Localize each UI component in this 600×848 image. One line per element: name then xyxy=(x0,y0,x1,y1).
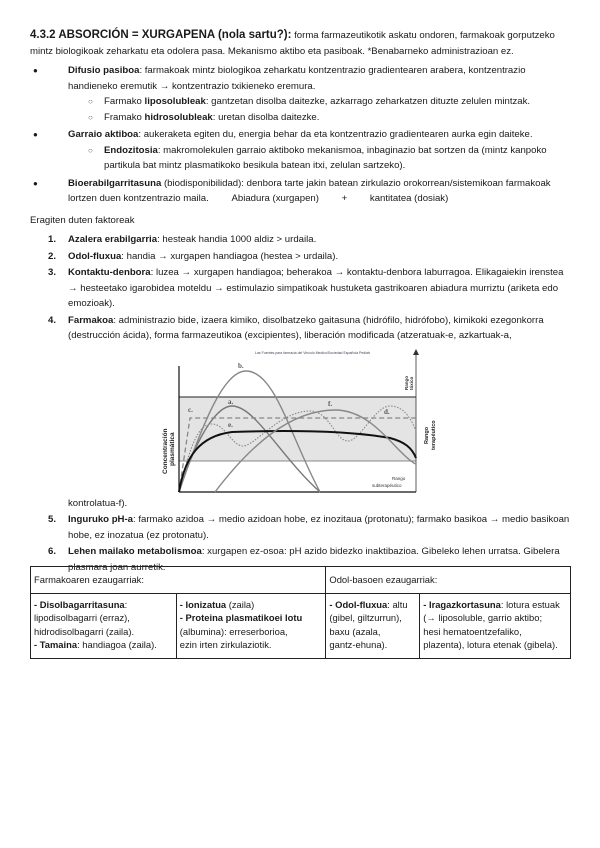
table-cell xyxy=(176,593,326,658)
item-number: 6. xyxy=(48,546,57,557)
header-text: Odol-basoen ezaugarriak: xyxy=(329,574,438,585)
toxic-label-line-1: Rango xyxy=(404,375,409,390)
cell-text: plazenta), lotura etenak (gibela). xyxy=(423,639,558,650)
formula-plus: + xyxy=(341,193,348,204)
sub-label-line-2: subterapéutico xyxy=(372,482,402,488)
cell-text: (zaila) xyxy=(226,598,255,610)
mechanism-list xyxy=(30,63,575,207)
term: Azalera erabilgarria xyxy=(68,234,158,245)
term: hidrosolubleak xyxy=(144,111,213,123)
sub-label-line-1: Rango xyxy=(392,475,406,481)
header-text: Farmakoaren ezaugarriak: xyxy=(34,574,144,585)
term: liposolubleak xyxy=(144,96,206,107)
section-title: 4.3.2 ABSORCIÓN = XURGAPENA (nola sartu?): xyxy=(30,29,292,41)
y-axis-label xyxy=(162,428,176,474)
term: Kontaktu-denbora xyxy=(68,267,151,278)
cell-text: gantz-ehuna). xyxy=(329,639,388,650)
cell-text: (→ liposoluble, garrio aktibo; xyxy=(423,612,543,623)
item-number: 4. xyxy=(48,314,57,326)
section-intro-text: forma farmazeutikotik askatu ondoren, farmakoak gorputzeko mintz biologikoak zeharkatu eta odolera pasa. Mekanismo aktibo eta pasiboak. *Benabarneko administrazioan ez. xyxy=(30,30,555,57)
cell-text: hidrodisolbagarri (zaila). xyxy=(34,625,135,637)
term: Odol-fluxua xyxy=(68,250,122,262)
sublist xyxy=(68,143,575,174)
definition: : farmako azidoa → medio azidoan hobe, ez inozitaua (protonatu); farmako basikoa → medio basikoan hobe, ez inozatua (ez protonatu). xyxy=(68,514,570,541)
item-number: 3. xyxy=(48,267,57,278)
cell-term: - Tamaina xyxy=(34,639,78,650)
definition: : gantzetan disolba daitezke, azkarrago zeharkatzen dituzte zelulen mintzak. xyxy=(205,96,531,107)
prefix: Framako xyxy=(104,111,145,123)
sublist xyxy=(68,94,575,125)
toxic-range-label xyxy=(404,375,414,389)
therapeutic-band xyxy=(179,397,416,461)
chart-source: Las Fuentes para farmacia del Vinculo Medico/Sociedad Española Pediatr xyxy=(255,350,371,355)
term: Lehen mailako metabolismoa xyxy=(68,546,202,557)
curve-c-label: c. xyxy=(188,405,193,414)
definition: : farmakoak mintz biologikoa zeharkatu kontzentrazio gradientearen arabera, kontzentrazio handieneko eremutik → kontzentrazio txikieneko eremura. xyxy=(68,65,526,92)
thera-label-line-1: Rango xyxy=(424,426,430,444)
characteristics-table xyxy=(30,566,571,659)
table-cell xyxy=(420,593,571,658)
curve-a-label: a. xyxy=(228,397,234,406)
term: Farmakoa xyxy=(68,314,114,326)
curve-e-label: e. xyxy=(228,420,233,429)
cell-term: - Disolbagarritasuna xyxy=(34,598,125,610)
definition: : xurgapen ez-osoa: pH azido bidezko inaktibazioa. Gibeleko lehen urratsa. Gibelera plasmara joan aurretik. xyxy=(68,546,560,573)
cell-text: : handiagoa (zaila). xyxy=(77,639,157,650)
item-number: 5. xyxy=(48,514,57,525)
prefix: Farmako xyxy=(104,96,145,107)
cell-text: hesi hematoentzefaliko, xyxy=(423,625,522,637)
y-label-line-1: Concentración xyxy=(162,427,169,474)
cell-term: - Iragazkortasuna xyxy=(423,598,501,610)
curve-f-label: f. xyxy=(328,399,333,408)
section-intro xyxy=(30,28,575,59)
formula-part-b: kantitatea (dosiak) xyxy=(369,193,449,204)
list-item-endozitosia xyxy=(68,143,575,174)
cell-text: (gibel, giltzurrun), xyxy=(329,612,402,623)
vessel-characteristics-header xyxy=(326,567,571,594)
item-number: 1. xyxy=(48,234,57,245)
definition: : hesteak handia 1000 aldiz > urdaila. xyxy=(157,234,317,245)
factor-item xyxy=(30,232,575,248)
drug-characteristics-header xyxy=(31,567,326,594)
term: Difusio pasiboa xyxy=(68,65,140,76)
table-cell xyxy=(31,593,177,658)
term: Inguruko pH-a xyxy=(68,514,134,525)
toxic-label-line-2: tóxico xyxy=(409,376,414,390)
definition: : administrazio bide, izaera kimiko, disolbatzeko gaitasuna (hidrófilo, hidrófobo), kimikoki ezegonkorra (destrucción ácida), forma farmazeutikoa (excipientes), liberación modificada (atzeratuak-e, azkartuak-a, xyxy=(68,314,544,341)
cell-term: - Odol-fluxua xyxy=(329,598,388,610)
list-item-hidrosolubleak xyxy=(68,110,575,126)
cell-text: baxu (azala, xyxy=(329,625,381,637)
curve-d-label: d. xyxy=(384,407,390,416)
thera-label-line-2: terapéutico xyxy=(431,419,437,450)
right-axis-arrow xyxy=(413,349,419,355)
term: Endozitosia xyxy=(104,144,158,156)
list-item-garraio-aktiboa xyxy=(30,127,575,174)
item-number: 2. xyxy=(48,250,57,262)
definition: : aukeraketa egiten du, energia behar da eta kontzentrazio gradientearen aurka egin daiteke. xyxy=(138,129,533,140)
document-page xyxy=(30,28,575,576)
term: Bioerabilgarritasuna xyxy=(68,177,162,189)
definition: : uretan disolba daitezke. xyxy=(212,111,320,123)
list-item-difusio-pasiboa xyxy=(30,63,575,125)
factors-heading: Eragiten duten faktoreak xyxy=(30,214,135,226)
factor-item xyxy=(30,512,575,543)
cell-term: - Proteina plasmatikoei lotu xyxy=(179,612,303,623)
cell-text: ezin irten zirkulaziotik. xyxy=(179,639,272,650)
list-item-liposolubleak xyxy=(68,94,575,110)
y-label-line-2: plasmática xyxy=(169,431,176,466)
factor-item xyxy=(30,265,575,312)
cell-text: : lotura estuak xyxy=(500,598,560,610)
factor-item xyxy=(30,249,575,265)
table-row xyxy=(31,593,571,658)
factors-list xyxy=(30,232,575,575)
table-header-row xyxy=(31,567,571,594)
definition: : luzea → xurgapen handiagoa; beherakoa → kontaktu-denbora laburragoa. Elikagaiekin irenstea → hesteetako igarobidea moteldu → estimulazio simpatikoak hustuketa gastrikoaren abiadura murriztu (ariketa edo emozioak). xyxy=(68,267,564,309)
cell-text: : xyxy=(124,598,128,610)
definition-continued: kontrolatua-f). xyxy=(68,497,128,509)
formula-part-a: Abiadura (xurgapen) xyxy=(231,193,319,204)
definition: (biodisponibilidad): denbora tarte jakin batean zirkulazio orokorrean/sistemikoan farmakoak lortzen duen kontzentrazio maila. xyxy=(68,177,551,204)
list-item-bioerabilgarritasuna xyxy=(30,176,575,207)
cell-text: lipodisolbagarri (erraz), xyxy=(34,612,130,623)
cell-text: (albumina): erreserborioa, xyxy=(179,625,288,637)
factor-item xyxy=(30,313,575,512)
cell-text: : altu xyxy=(387,598,408,610)
term: Garraio aktiboa xyxy=(68,129,139,140)
cell-term: - Ionizatua xyxy=(179,598,227,610)
definition: : makromolekulen garraio aktiboko mekanismoa, inbaginazio bat sortzen da (mintz kanpoko partikula bat mintz plasmatikoko besikula batean itxi, zelulan sartzeko). xyxy=(104,144,547,171)
definition: : handia → xurgapen handiagoa (hestea > urdaila). xyxy=(121,250,339,262)
chart-svg xyxy=(160,346,460,496)
table-cell xyxy=(326,593,420,658)
curve-b-label: b. xyxy=(238,361,244,370)
therapeutic-range-label xyxy=(424,419,437,449)
plasma-concentration-chart xyxy=(160,346,460,496)
